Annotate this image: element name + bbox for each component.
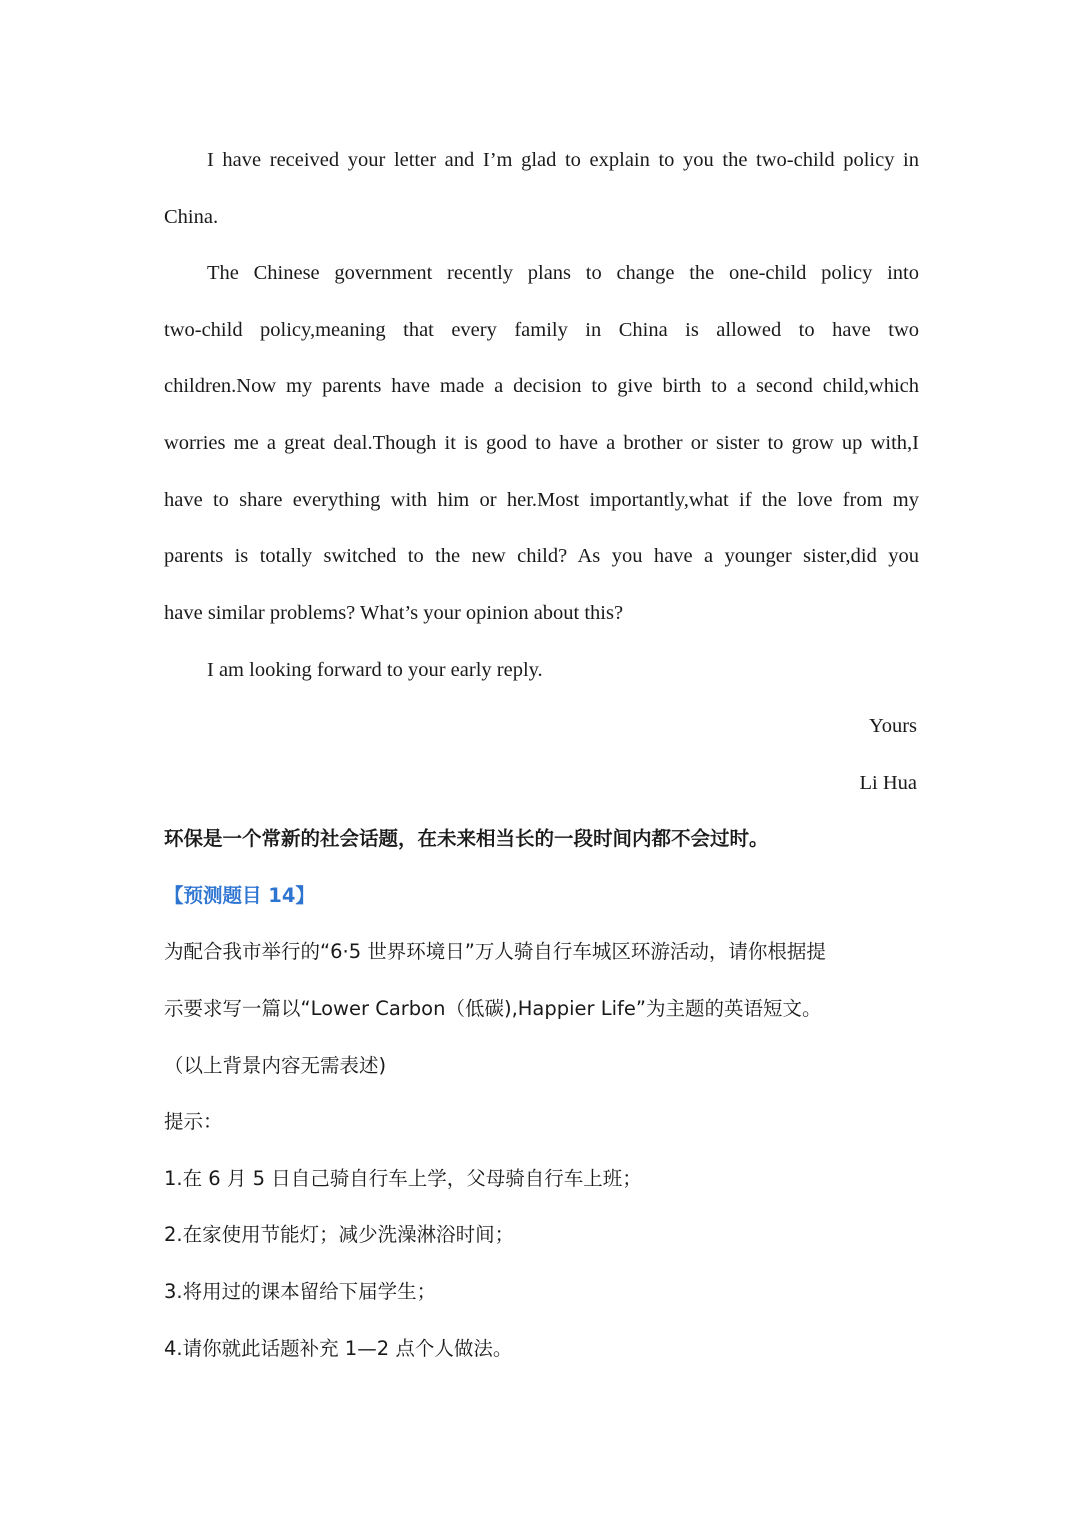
question-intro-line-1: 为配合我市举行的“6·5 世界环境日”万人骑自行车城区环游活动，请你根据提 (164, 940, 826, 963)
letter-paragraph-2-line-3: children.Now my parents have made a decision to give birth to a second child,which (164, 375, 919, 397)
topic-note: 环保是一个常新的社会话题，在未来相当长的一段时间内都不会过时。 (164, 827, 769, 850)
letter-paragraph-1-line-1: I have received your letter and I’m glad to explain to you the two-child policy in (207, 149, 919, 171)
letter-signature: Li Hua (859, 772, 917, 794)
hint-label: 提示： (164, 1110, 223, 1133)
letter-closing: Yours (868, 715, 917, 737)
question-note: （以上背景内容无需表述) (164, 1054, 387, 1077)
hint-item-3: 3.将用过的课本留给下届学生； (164, 1280, 437, 1303)
hint-item-2: 2.在家使用节能灯；减少洗澡淋浴时间； (164, 1223, 515, 1246)
hint-item-1: 1.在 6 月 5 日自己骑自行车上学，父母骑自行车上班； (164, 1167, 642, 1190)
letter-paragraph-2-line-2: two-child policy,meaning that every family in China is allowed to have two (164, 319, 919, 341)
letter-paragraph-2-line-6: parents is totally switched to the new child? As you have a younger sister,did you (164, 545, 919, 567)
letter-paragraph-2-line-7: have similar problems? What’s your opinion about this? (164, 602, 624, 624)
letter-paragraph-3-line-1: I am looking forward to your early reply. (207, 659, 543, 681)
question-heading: 【预测题目 14】 (164, 884, 315, 907)
hint-item-4: 4.请你就此话题补充 1—2 点个人做法。 (164, 1337, 513, 1360)
letter-paragraph-1-line-2: China. (164, 206, 219, 228)
letter-paragraph-2-line-1: The Chinese government recently plans to change the one-child policy into (207, 262, 919, 284)
question-intro-line-2: 示要求写一篇以“Lower Carbon（低碳),Happier Life”为主题的英语短文。 (164, 997, 822, 1020)
letter-paragraph-2-line-4: worries me a great deal.Though it is good to have a brother or sister to grow up with,I (164, 432, 919, 454)
letter-paragraph-2-line-5: have to share everything with him or her.Most importantly,what if the love from my (164, 489, 919, 511)
